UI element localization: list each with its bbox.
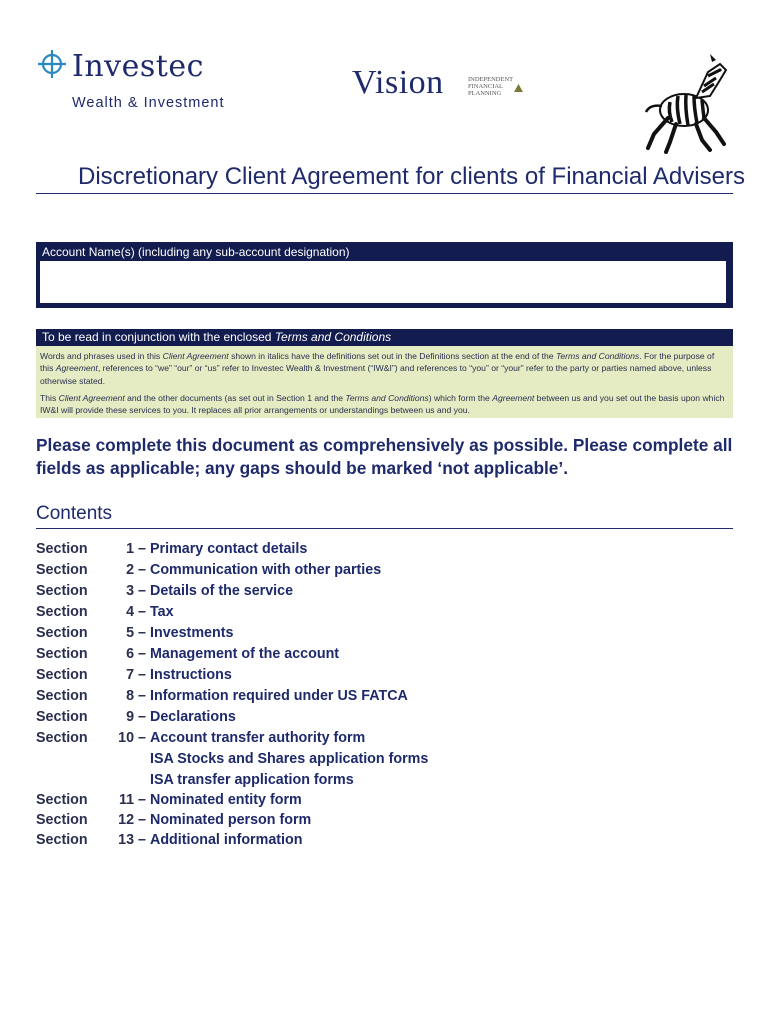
contents-item-number: 8 – xyxy=(126,688,146,704)
title-divider xyxy=(36,193,733,194)
p2-italic-f: Agreement xyxy=(492,392,535,403)
p1-text-e: . For the purpose of this xyxy=(40,351,715,374)
contents-item xyxy=(36,625,536,645)
contents-item-number: 5 – xyxy=(126,625,146,641)
contents-item xyxy=(36,792,536,812)
terms-notice-body xyxy=(36,346,733,417)
contents-item-title: Additional information xyxy=(150,832,303,848)
account-name-field[interactable] xyxy=(39,260,727,304)
contents-item-title: Communication with other parties xyxy=(150,562,382,578)
contents-item xyxy=(36,604,536,624)
investec-globe-icon xyxy=(38,50,66,78)
contents-item-section: Section xyxy=(36,792,88,808)
vision-triangle-icon xyxy=(514,84,523,92)
p1-italic-d: Terms and Conditions xyxy=(555,351,640,361)
contents-item-section: Section xyxy=(36,583,88,599)
contents-item-number: 1 – xyxy=(126,541,146,557)
account-name-box xyxy=(36,242,733,308)
contents-item-title: Account transfer authority form xyxy=(150,730,366,746)
p2-italic-b: Client Agreement xyxy=(58,392,125,403)
investec-subtitle: Wealth & Investment xyxy=(72,95,225,111)
p1-text-a: Words and phrases used in this xyxy=(40,351,163,361)
zebra-illustration xyxy=(640,52,732,154)
p1-italic-b: Client Agreement xyxy=(162,351,229,361)
terms-notice-heading xyxy=(36,329,733,346)
contents-item-title: ISA Stocks and Shares application forms xyxy=(150,751,429,767)
contents-item-title: Management of the account xyxy=(150,646,340,662)
investec-wordmark: Investec xyxy=(72,49,204,84)
contents-item-title: Tax xyxy=(150,604,174,620)
contents-item-number: 10 – xyxy=(118,730,146,746)
contents-item-section: Section xyxy=(36,541,88,557)
contents-item-number: 6 – xyxy=(126,646,146,662)
contents-item xyxy=(36,751,536,771)
contents-item-section: Section xyxy=(36,604,88,620)
contents-item-title: Instructions xyxy=(150,667,232,683)
p1-text-g: , references to “we” “our” or “us” refer to Investec Wealth & Investment (“IW&I”) and references to “you” or “your” refer to the party or parties named above, unless otherwise stated. xyxy=(40,363,712,386)
contents-item xyxy=(36,541,536,561)
contents-item xyxy=(36,832,536,852)
contents-item-title: Primary contact details xyxy=(150,541,308,557)
contents-item-title: Details of the service xyxy=(150,583,294,599)
contents-item xyxy=(36,688,536,708)
contents-item xyxy=(36,646,536,666)
p2-text-g: between us and you set out the basis upon which IW&I will provide these services to you. It replaces all prior arrangements or understandings between us and you. xyxy=(40,392,725,416)
contents-item-title: Information required under US FATCA xyxy=(150,688,408,704)
p2-text-e: ) which form the xyxy=(428,392,493,403)
contents-item-section: Section xyxy=(36,646,88,662)
vision-wordmark: Vision xyxy=(352,64,444,101)
contents-item xyxy=(36,583,536,603)
contents-item-section: Section xyxy=(36,688,88,704)
contents-item-title: Nominated entity form xyxy=(150,792,302,808)
p1-text-c: shown in italics have the definitions set out in the Definitions section at the end of the xyxy=(228,351,556,361)
contents-item-title: Declarations xyxy=(150,709,236,725)
p2-text-a: This xyxy=(40,392,59,403)
contents-item xyxy=(36,562,536,582)
contents-item xyxy=(36,667,536,687)
contents-item-number: 12 – xyxy=(118,812,146,828)
contents-item-number: 13 – xyxy=(118,832,146,848)
contents-item xyxy=(36,772,536,792)
p1-italic-f: Agreement xyxy=(55,363,98,374)
contents-item-section: Section xyxy=(36,667,88,683)
terms-heading-italic: Terms and Conditions xyxy=(274,330,392,344)
contents-item xyxy=(36,730,536,750)
contents-item-section: Section xyxy=(36,625,88,641)
contents-item-number: 7 – xyxy=(126,667,146,683)
p2-text-c: and the other documents (as set out in Section 1 and the xyxy=(124,392,346,403)
contents-item-section: Section xyxy=(36,832,88,848)
contents-item xyxy=(36,812,536,832)
contents-item-section: Section xyxy=(36,730,88,746)
contents-item-number: 11 – xyxy=(118,792,146,808)
contents-item-section: Section xyxy=(36,562,88,578)
contents-item-number: 3 – xyxy=(126,583,146,599)
definitions-paragraph xyxy=(40,350,727,387)
p2-italic-d: Terms and Conditions xyxy=(345,392,429,403)
vision-logo xyxy=(352,64,532,104)
terms-heading-text: To be read in conjunction with the enclosed xyxy=(42,330,275,344)
vision-subtitle: INDEPENDENT FINANCIAL PLANNING xyxy=(468,76,514,97)
completion-notice: Please complete this document as comprehensively as possible. Please complete all fields as applicable; any gaps should be marked ‘not applicable’. xyxy=(36,435,733,478)
contents-item-section: Section xyxy=(36,709,88,725)
contents-item-title: Investments xyxy=(150,625,234,641)
contents-item-section: Section xyxy=(36,812,88,828)
terms-notice-box xyxy=(36,329,733,418)
contents-item-number: 9 – xyxy=(126,709,146,725)
document-title: Discretionary Client Agreement for clients of Financial Advisers xyxy=(78,163,745,190)
contents-heading: Contents xyxy=(36,503,113,524)
contents-item-title: Nominated person form xyxy=(150,812,312,828)
investec-logo xyxy=(38,48,238,116)
contents-item xyxy=(36,709,536,729)
account-name-label: Account Name(s) (including any sub-account designation) xyxy=(42,245,350,259)
contents-item-number: 4 – xyxy=(126,604,146,620)
contents-divider xyxy=(36,528,733,529)
agreement-paragraph xyxy=(40,392,727,417)
contents-item-title: ISA transfer application forms xyxy=(150,772,354,788)
contents-item-number: 2 – xyxy=(126,562,146,578)
